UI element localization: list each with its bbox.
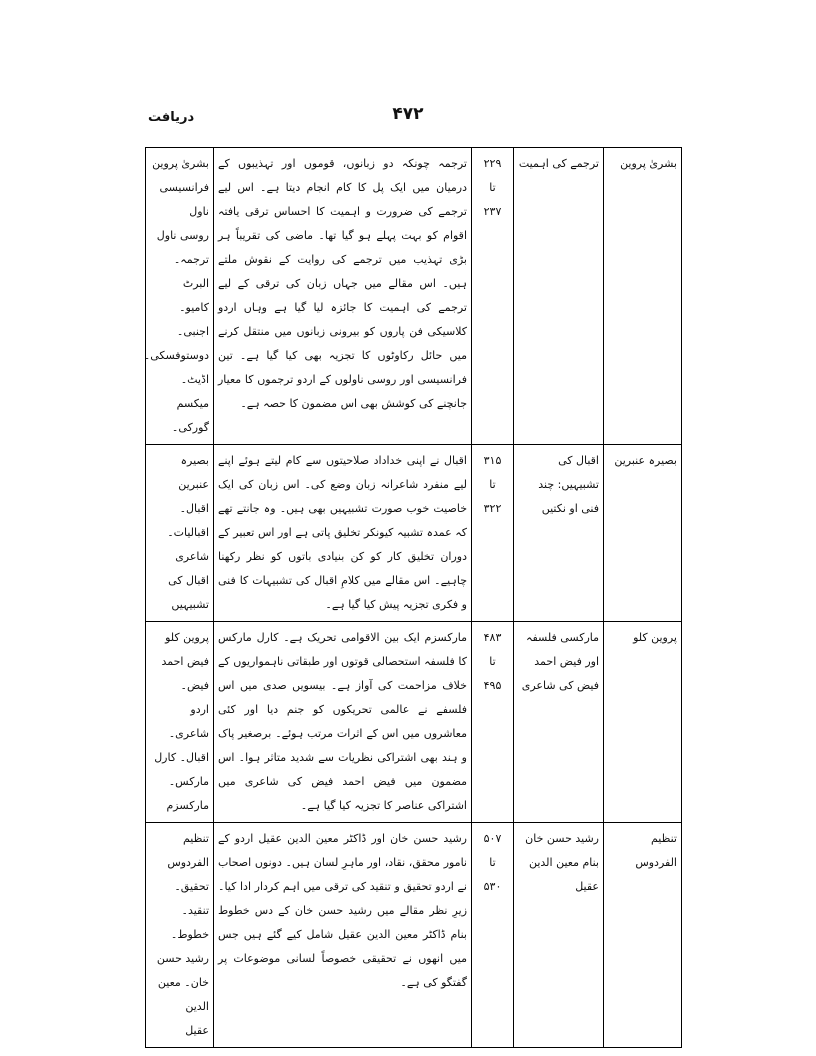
keyword: ترجمہ۔ البرٹ [173,253,209,290]
author-cell: بصیرہ عنبرین [604,445,682,622]
table-row [146,445,682,622]
journal-title: دریافت [148,110,195,125]
keyword: بشریٰ پروین [152,157,209,170]
author-cell: تنظیم الفردوس [604,823,682,1048]
keyword: دوستوفسکی۔ [143,349,209,362]
page-range-cell [472,148,514,445]
keyword: اقبال۔ [179,502,209,515]
page-end: ۲۳۷ [483,205,502,218]
keywords-cell [146,823,214,1048]
article-title-cell: رشید حسن خان بنام معین الدین عقیل [514,823,604,1048]
page-start: ۲۲۹ [483,157,502,170]
keyword: بصیرہ عنبرین [178,454,209,491]
keyword: اقبالیات۔ شاعری [167,526,209,563]
author-cell: پروین کلو [604,622,682,823]
keyword: تنظیم الفردوس [167,832,209,869]
table-row [146,148,682,445]
page-number: ۴۷۲ [392,104,424,124]
keyword: عقیل [185,1024,209,1037]
page-end: ۵۳۰ [483,880,502,893]
table-row [146,823,682,1048]
page-range-cell [472,823,514,1048]
page-to: تا [489,181,496,194]
page-range-cell [472,622,514,823]
article-catalog-table [145,147,682,1048]
summary-cell: اقبال نے اپنی خداداد صلاحیتوں سے کام لیتے ہوئے اپنے لیے منفرد شاعرانہ زبان وضع کی۔ اس زبان کی ایک خاصیت خوب صورت تشبیہیں بھی ہیں۔ وہ جانتے تھے کہ عمدہ تشبیہ کیونکر تخلیق پاتی ہے اور اس تعبیر کے دوران تخلیق کار کو کن بنیادی باتوں کو نظر رکھنا چاہیے۔ اس مقالے میں کلامِ اقبال کی تشبیہات کا فنی و فکری تجزیہ پیش کیا گیا ہے۔ [214,445,472,622]
page-to: تا [489,655,496,668]
keyword: فیض احمد فیض۔ [161,655,209,692]
keyword: پروین کلو [165,631,209,644]
page-end: ۳۲۲ [483,502,502,515]
keywords-cell [146,445,214,622]
keywords-cell [143,148,214,445]
article-title-cell: اقبال کی تشبیہیں: چند فنی او نکتیں [514,445,604,622]
page-start: ۳۱۵ [483,454,502,467]
summary-cell: رشید حسن خان اور ڈاکٹر معین الدین عقیل اردو کے نامور محقق، نقاد، اور ماہرِ لسان ہیں۔ دونوں اصحاب نے اردو تحقیق و تنقید کی ترقی میں اہم کردار ادا کیا۔ زیرِ نظر مقالے میں رشید حسن خان کے دس خطوط بنام ڈاکٹر معین الدین عقیل شامل کیے گئے ہیں جس میں انھوں نے تحقیقی خصوصاً لسانی موضوعات پر گفتگو کی ہے۔ [214,823,472,1048]
keyword: روسی ناول [156,229,209,242]
keyword: تحقیق۔ تنقید۔ [174,880,209,917]
keyword: خان۔ معین الدین [157,976,209,1013]
page-start: ۴۸۳ [483,631,502,644]
keyword: مارکس۔ مارکسزم [166,775,209,812]
keyword: خطوط۔ رشید حسن [156,928,209,965]
page-to: تا [489,478,496,491]
summary-cell: مارکسزم ایک بین الاقوامی تحریک ہے۔ کارل مارکس کا فلسفہ استحصالی قوتوں اور طبقاتی ناہمواریوں کے خلاف مزاحمت کی آواز ہے۔ بیسویں صدی میں اس فلسفے نے عالمی تحریکوں کو جنم دیا اور کئی معاشروں میں اس کے اثرات مرتب ہوئے۔ برصغیر پاک و ہند بھی اشتراکی نظریات سے شدید متاثر ہوا۔ اس مضمون میں فیض احمد فیض کی شاعری میں اشتراکی عناصر کا تجزیہ کیا گیا ہے۔ [214,622,472,823]
keyword: اردو شاعری۔ [168,703,209,740]
keyword: فرانسیسی ناول [159,181,209,218]
page-end: ۴۹۵ [483,679,502,692]
summary-cell: ترجمہ چونکہ دو زبانوں، قوموں اور تہذیبوں کے درمیان میں ایک پل کا کام انجام دیتا ہے۔ اس لیے ترجمے کی ضرورت و اہمیت کا احساس ترقی یافتہ اقوام کو بہت پہلے ہو گیا تھا۔ ماضی کی تقریباً ہر بڑی تہذیب میں ترجمے کی روایت کے نقوش ملتے ہیں۔ اس مقالے میں جہاں زبان کی ترقی کے لیے ترجمے کی اہمیت کا جائزہ لیا گیا ہے وہاں اردو کلاسیکی فن پاروں کو بیرونی زبانوں میں منتقل کرنے میں حائل رکاوٹوں کا تجزیہ بھی کیا گیا ہے۔ تین فرانسیسی اور روسی ناولوں کے اردو ترجموں کا معیار جانچنے کی کوشش بھی اس مضمون کا حصہ ہے۔ [214,148,472,445]
keyword: کامیو۔ اجنبی۔ [176,301,209,338]
keyword: اقبال۔ کارل [154,751,209,764]
article-title-cell: مارکسی فلسفہ اور فیض احمد فیض کی شاعری [514,622,604,823]
keywords-cell [146,622,214,823]
keyword: گورکی۔ [171,421,209,434]
keyword: اڈیٹ۔ میکسم [176,373,209,410]
page-to: تا [489,856,496,869]
page-range-cell [472,445,514,622]
article-title-cell: ترجمے کی اہمیت [514,148,604,445]
author-cell: بشریٰ پروین [604,148,682,445]
keyword: اقبال کی تشبیہیں [168,574,209,611]
page-start: ۵۰۷ [483,832,502,845]
table-row [146,622,682,823]
